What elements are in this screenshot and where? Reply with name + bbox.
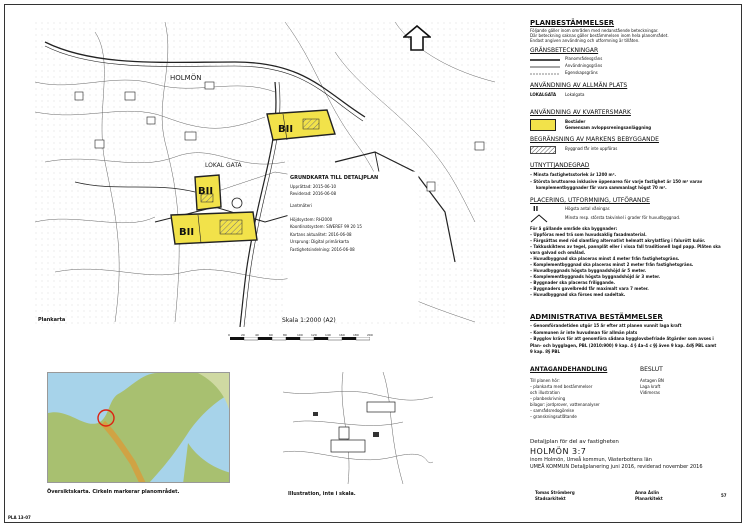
design-line: – Huvudbyggnad ska placeras minst 4 meter från fastighetsgräns. [530, 256, 680, 261]
proc-list [530, 378, 640, 420]
util-title: UTNYTTJANDEGRAD [530, 162, 590, 169]
illustration-map[interactable] [283, 372, 433, 484]
block-item: Bostäder [565, 119, 586, 124]
scale-tick: 180 [353, 333, 359, 337]
scale-tick: 120 [311, 333, 317, 337]
legend-intro: Endast angiven användning och utformning är tillåten. [530, 38, 640, 43]
grundkarta-info [290, 176, 418, 253]
scale-ticks [228, 334, 378, 340]
design-line: – Uppföras med trä som huvudsaklig fasadmaterial. [530, 232, 647, 237]
plan-org: UMEÅ KOMMUN Detaljplanering juni 2016, reviderad november 2016 [530, 464, 703, 470]
design-title: PLACERING, UTFORMNING, UTFÖRANDE [530, 197, 650, 204]
util-line: komplementbyggnader får vara sammanlagt högst 70 m². [536, 185, 667, 190]
scale-tick: 40 [255, 333, 259, 337]
scale-tick: 0 [228, 333, 230, 337]
scale-tick: 20 [241, 333, 245, 337]
scale-text: Skala 1:2000 (A2) [282, 317, 336, 324]
signature-role: Planarkitekt [635, 496, 663, 501]
signature-name: Tomas Strömberg [535, 490, 575, 495]
public-title: ANVÄNDNING AV ALLMÄN PLATS [530, 82, 628, 89]
plan-name: HOLMÖN 3:7 [530, 447, 587, 456]
proc-line: – granskningsutlåtande [530, 414, 577, 419]
limit-text: Byggnad får inte uppföras [565, 146, 618, 151]
map-caption: Plankarta [38, 317, 66, 323]
zone-label: BII [278, 124, 294, 135]
scale-tick: 200 [367, 333, 373, 337]
design-line: – Komplementbyggnad ska placeras minst 2 meter från fastighetsgräns. [530, 262, 694, 267]
design-line: – Färgsättas med röd slamfärg alternativt helmatt akrylatfärg i falurött kulör. [530, 238, 706, 243]
design-line: För å gällande område ska byggnader: [530, 226, 618, 231]
map-drawing [35, 22, 505, 327]
admin-line: Plan- och bygglagen, PBL (2010:900) 9 kap. 4 § 4a–4 c §§ även 9 kap. 4d§ PBL samt [530, 342, 717, 348]
boundaries-title: GRÄNSBETECKNINGAR [530, 47, 599, 54]
decision-title: BESLUT [640, 366, 663, 373]
info-line: Upprättad: 2015-06-10 [290, 183, 337, 189]
scale-tick: 140 [325, 333, 331, 337]
public-text: Lokalgata [565, 92, 585, 97]
util-line: – Minsta fastighetsstorlek är 1200 m². [530, 172, 616, 177]
decision-line: Antagen BN [640, 378, 664, 383]
limit-title: BEGRÄNSNING AV MARKENS BEBYGGANDE [530, 136, 659, 143]
admin-line: – Bygglov krävs för att genomföra sådana bygglovsbefriade åtgärder som avses i [530, 336, 714, 341]
legend-intro: Följande gäller inom områden med nedanstående beteckningar. [530, 28, 659, 33]
scale-tick: 160 [339, 333, 345, 337]
overview-caption: Översiktskarta. Cirkeln markerar planområdet. [47, 489, 180, 495]
legend-title: PLANBESTÄMMELSER [530, 19, 615, 27]
decision-line: Laga kraft [640, 384, 661, 389]
public-code: LOKALGATA [530, 92, 557, 97]
boundary-label: Användningsgräns [565, 63, 603, 68]
point-marker [232, 198, 242, 208]
signature-role: Stadsarkitekt [535, 496, 566, 501]
admin-line: – Kommunen är inte huvudman för allmän plats [530, 329, 638, 335]
place-label-lokalgata: LOKAL GATA [205, 162, 242, 169]
admin-title: ADMINISTRATIVA BESTÄMMELSER [530, 313, 663, 321]
proc-title: ANTAGANDEHANDLING [530, 366, 608, 373]
design-line: vara galvad och omålad. [530, 250, 586, 255]
scale-tick: 60 [269, 333, 273, 337]
proc-line: – planbeskrivning [530, 396, 566, 401]
boundary-label: Egenskapsgräns [565, 70, 598, 75]
footer-code: PLA 13-07 [8, 515, 31, 520]
info-lines [290, 185, 418, 253]
block-item: Gemensam avloppsreningsanläggning [565, 125, 652, 130]
design-line: – Byggnaders gavelbredd får maximalt vara 7 meter. [530, 286, 649, 291]
design-line: Högsta antal våningar. [565, 206, 611, 211]
info-line: Ursprung: Digital primärkarta [290, 239, 349, 245]
design-line: – Byggnader ska placeras friliggande. [530, 280, 616, 285]
admin-line: 9 kap. 8§ PBL [530, 349, 561, 354]
proc-line: Till planen hör: [530, 378, 560, 383]
design-line: – Huvudbyggnads högsta byggnadshöjd är 5 meter. [530, 268, 647, 273]
design-line: – Huvudbyggnad ska förses med sadeltak. [530, 292, 626, 297]
info-line: Fastighetsindelning: 2016-06-08 [290, 246, 355, 252]
util-line: – Största bruttoarea inklusive öppenarea för varje fastighet är 150 m² varav [530, 179, 703, 184]
legend-panel [525, 0, 735, 527]
place-label-holmon: HOLMÖN [170, 74, 202, 82]
info-line: Koordinatsystem: SWEREF 99 20 15 [290, 224, 362, 230]
scale-tick: 80 [283, 333, 287, 337]
zone-label: BII [198, 186, 214, 197]
legend-intro: Där beteckning saknas gäller bestämmelsen inom hela planområdet. [530, 33, 669, 38]
admin-list [530, 323, 738, 356]
hatch-swatch-icon [530, 146, 556, 154]
design-list [530, 226, 738, 298]
admin-line: – Genomförandetiden utgör 15 år efter att planen vunnit laga kraft [530, 323, 682, 328]
boundary-lines-icon [530, 57, 560, 79]
storey-symbol: II [533, 205, 539, 213]
plan-map[interactable] [35, 22, 505, 327]
north-arrow-icon [403, 25, 431, 51]
plan-title: Detaljplan för del av fastigheten [530, 439, 619, 445]
info-line: Kartans aktualitet: 2016-06-08 [290, 231, 352, 237]
info-line: Reviderad: 2016-06-08 [290, 191, 337, 197]
info-line: Lantmäteri [290, 202, 312, 208]
illustration-caption: Illustration, inte i skala. [288, 491, 356, 497]
info-title: GRUNDKARTA TILL DETALJPLAN [290, 175, 379, 181]
legend-swatch-residential [530, 119, 556, 131]
block-title: ANVÄNDNING AV KVARTERSMARK [530, 109, 631, 116]
plan-place: inom Holmön, Umeå kommun, Västerbottens län [530, 457, 652, 463]
scale-tick: 100 [297, 333, 303, 337]
design-line: Minsta resp. största takvinkel i grader för huvudbyggnad. [565, 215, 681, 220]
proc-line: – samrådsredogörelse [530, 408, 575, 413]
decision-line: Vidimeras [640, 390, 660, 395]
design-line: – Komplementbyggnads högsta byggnadshöjd är 3 meter. [530, 274, 661, 279]
sheet-number: 57 [721, 493, 727, 498]
proc-line: och illustration [530, 390, 560, 395]
info-line: Höjdsystem: RH2000 [290, 216, 333, 222]
boundary-label: Planområdesgräns [565, 56, 603, 61]
proc-line: bilagor: jordprover, vattenanalyser [530, 402, 600, 407]
roof-angle-icon [530, 214, 548, 223]
decision-list [640, 378, 720, 396]
zone-label: BII [179, 227, 195, 238]
overview-map[interactable] [47, 372, 230, 483]
design-line: – Takkuskiktens av tegel, pannplåt eller i vissa fall traditionell lagd papp. Plåten ska [530, 244, 721, 249]
signature-name: Anna Åslin [635, 490, 659, 495]
proc-line: – plankarta med bestämmelser [530, 384, 593, 389]
